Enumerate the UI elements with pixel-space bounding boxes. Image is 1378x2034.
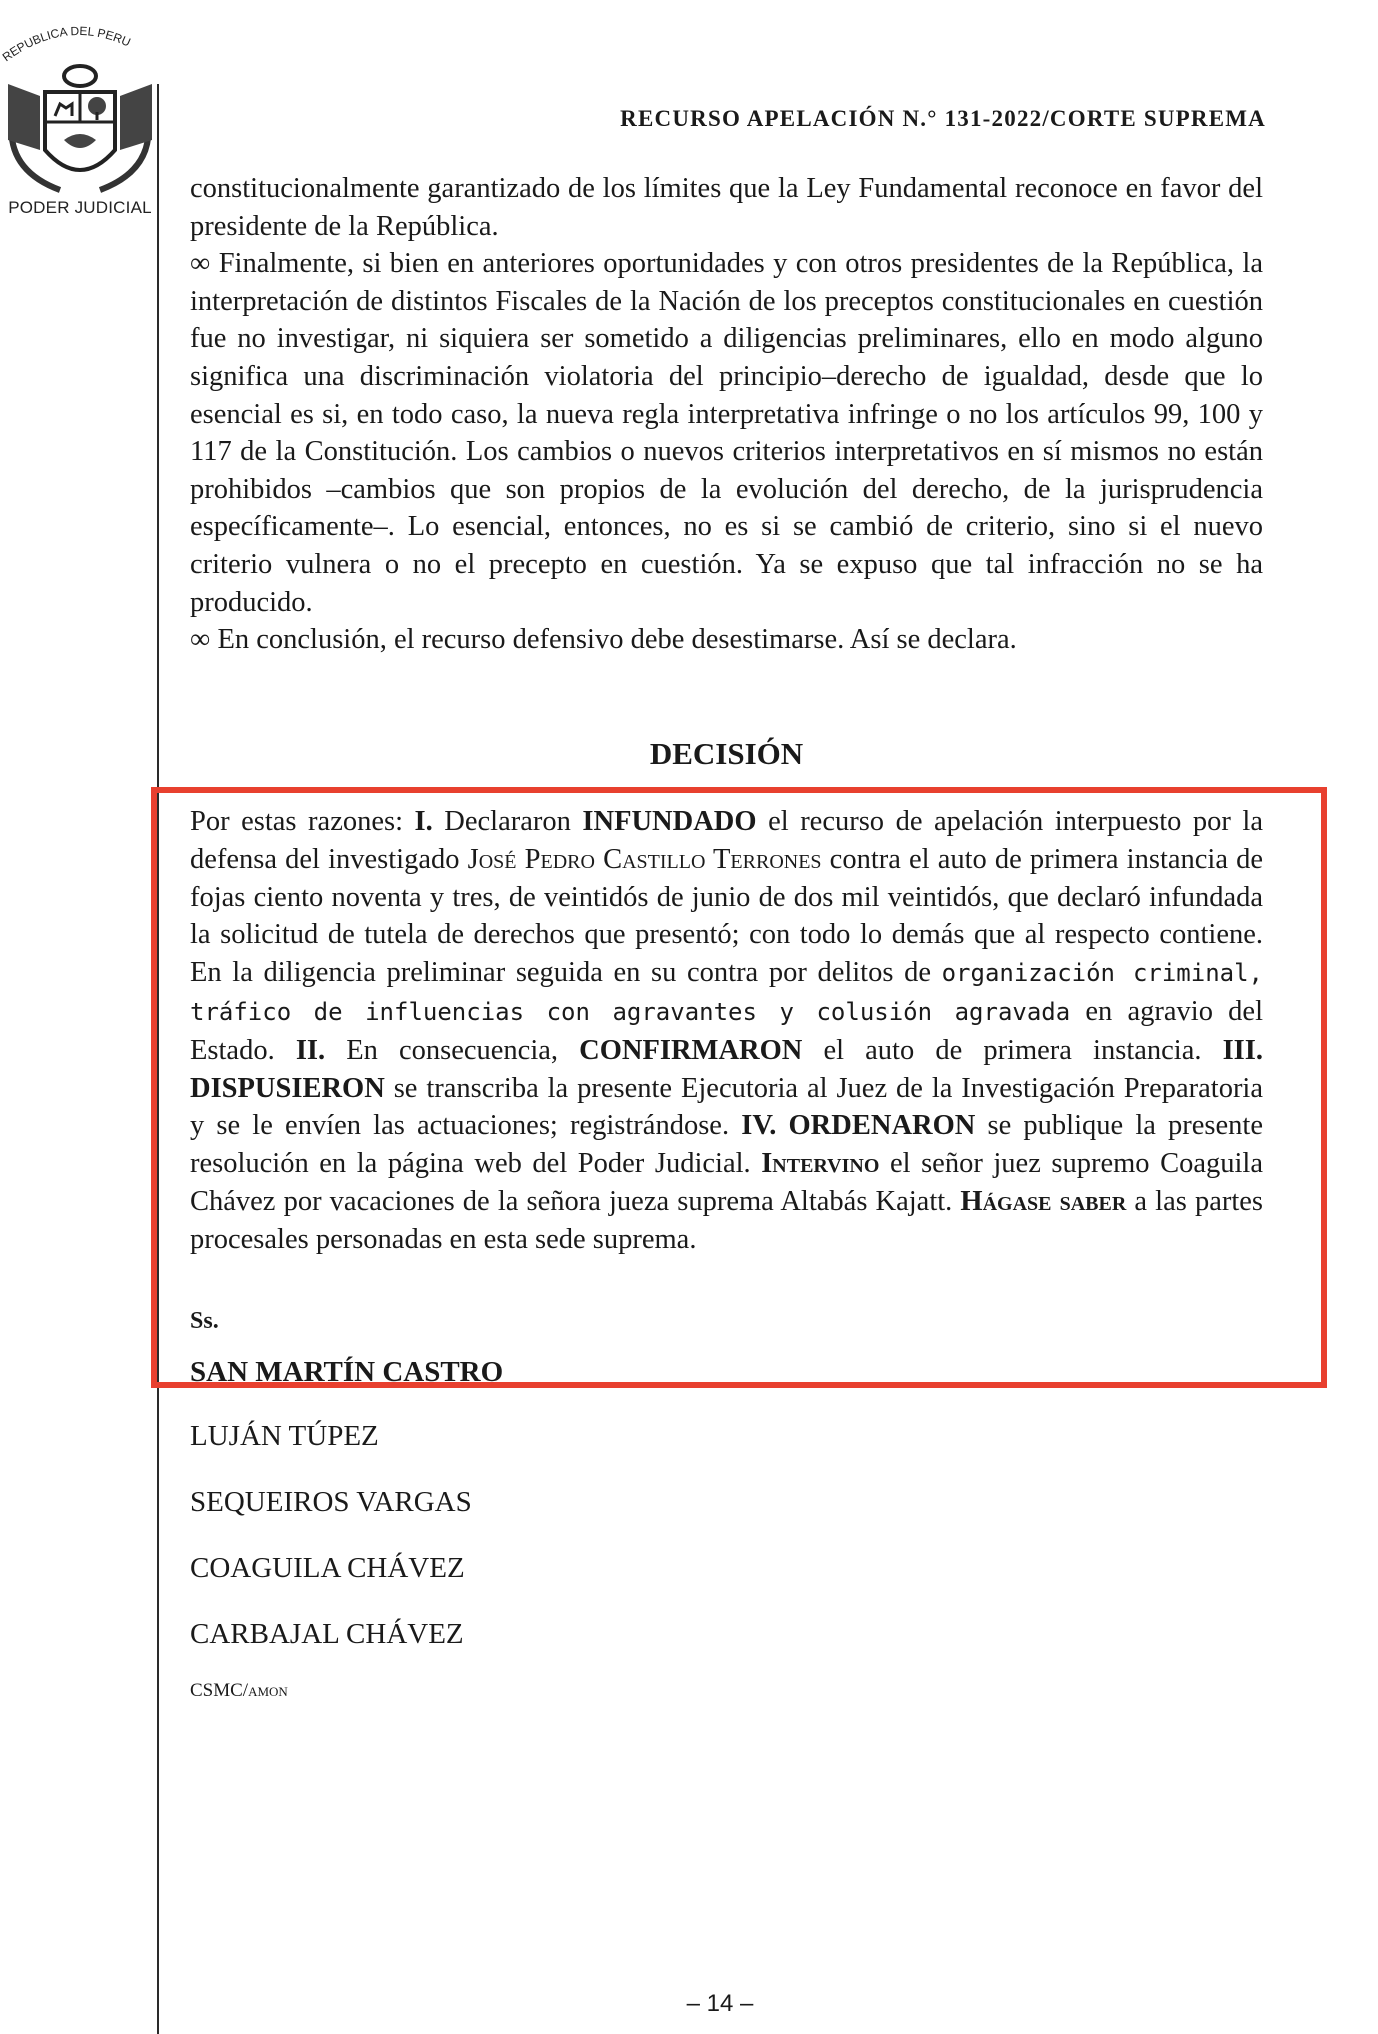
text-run: en agravio del Estado. <box>190 995 1263 1066</box>
text-run: el señor juez supremo Coaguila Chávez por vacaciones de la señora jueza suprema Altabás Kajatt. <box>190 1148 1264 1217</box>
seal-arc-text: REPUBLICA DEL PERU <box>0 23 133 65</box>
text-run: En consecuencia, <box>325 1034 580 1066</box>
offenses-text: organización criminal, tráfico de influencias con agravantes y colusión agravada <box>190 959 1263 1026</box>
text-run: el recurso de apelación interpuesto por la defensa del investigado <box>190 806 1263 875</box>
coat-of-arms-icon <box>0 0 160 200</box>
verdict-infundado: INFUNDADO <box>582 806 757 837</box>
roman-numeral: II. <box>295 1034 326 1066</box>
body-text <box>190 170 1263 659</box>
signatory-name: SEQUEIROS VARGAS <box>190 1486 472 1518</box>
hagase-saber-label: Hágase saber <box>960 1185 1127 1217</box>
verdict-dispusieron: III. DISPUSIERON <box>190 1034 1263 1104</box>
case-header: RECURSO APELACIÓN N.° 131-2022/CORTE SUPREMA <box>620 106 1266 131</box>
decision-heading: DECISIÓN <box>649 736 804 771</box>
text-run: contra el auto de primera instancia de fojas ciento noventa y tres, de veintidós de junio de dos mil veintidós, que declaró infundada la solicitud de tutela de derechos que presentó; con todo lo demás que al respecto contiene. En la diligencia preliminar seguida en su contra por delitos de <box>190 843 1264 989</box>
text-run: el auto de primera instancia. <box>802 1034 1223 1066</box>
signatory-name: SAN MARTÍN CASTRO <box>190 1356 504 1388</box>
initials-main: CSMC/ <box>190 1680 249 1701</box>
intervino-label: Intervino <box>761 1148 880 1180</box>
roman-numeral: I. <box>414 806 433 837</box>
initials-small: amon <box>248 1680 288 1701</box>
page-number: – 14 – <box>686 1990 754 2017</box>
drafter-initials <box>190 1680 288 1702</box>
signatory-name: COAGUILA CHÁVEZ <box>190 1552 465 1584</box>
text-run: a las partes procesales personadas en esta sede suprema. <box>190 1185 1264 1255</box>
paragraph: ∞ Finalmente, si bien en anteriores oportunidades y con otros presidentes de la República, la interpretación de distintos Fiscales de la Nación de los preceptos constitucionales en cuestión fue no investigar, ni siquiera ser sometido a diligencias preliminares, ello en modo alguno significa una discriminación violatoria del principio–derecho de igualdad, desde que lo esencial es si, en todo caso, la nueva regla interpretativa infringe o no los artículos 99, 100 y 117 de la Constitución. Los cambios o nuevos criterios interpretativos en sí mismos no están prohibidos –cambios que son propios de la evolución del derecho, de la jurisprudencia específicamente–. Lo esencial, entonces, no es si se cambió de criterio, sino si el nuevo criterio vulnera o no el precepto en cuestión. Ya se expuso que tal infracción no se ha producido. <box>190 248 1263 618</box>
verdict-confirmaron: CONFIRMARON <box>579 1034 803 1066</box>
text-run: se publique la presente resolución en la página web del Poder Judicial. <box>190 1110 1263 1180</box>
text-run: Declararon <box>432 806 583 837</box>
text-run: Por estas razones: <box>190 806 415 837</box>
ss-label: Ss. <box>190 1308 219 1334</box>
paragraph: constitucionalmente garantizado de los límites que la Ley Fundamental reconoce en favor del presidente de la República. <box>190 173 1263 242</box>
signatory-name: LUJÁN TÚPEZ <box>190 1420 379 1452</box>
verdict-ordenaron: IV. ORDENARON <box>741 1110 976 1142</box>
svg-text:REPUBLICA DEL PERU <box>0 24 133 64</box>
poder-judicial-seal <box>0 0 160 230</box>
defendant-name: José Pedro Castillo Terrones <box>467 843 822 875</box>
highlight-box <box>151 787 1327 1388</box>
paragraph: ∞ En conclusión, el recurso defensivo debe desestimarse. Así se declara. <box>190 624 1017 656</box>
signatory-name: CARBAJAL CHÁVEZ <box>190 1618 464 1650</box>
seal-caption: PODER JUDICIAL <box>8 198 152 217</box>
text-run: se transcriba la presente Ejecutoria al Juez de la Investigación Preparatoria y se le envíen las actuaciones; registrándose. <box>190 1072 1263 1142</box>
